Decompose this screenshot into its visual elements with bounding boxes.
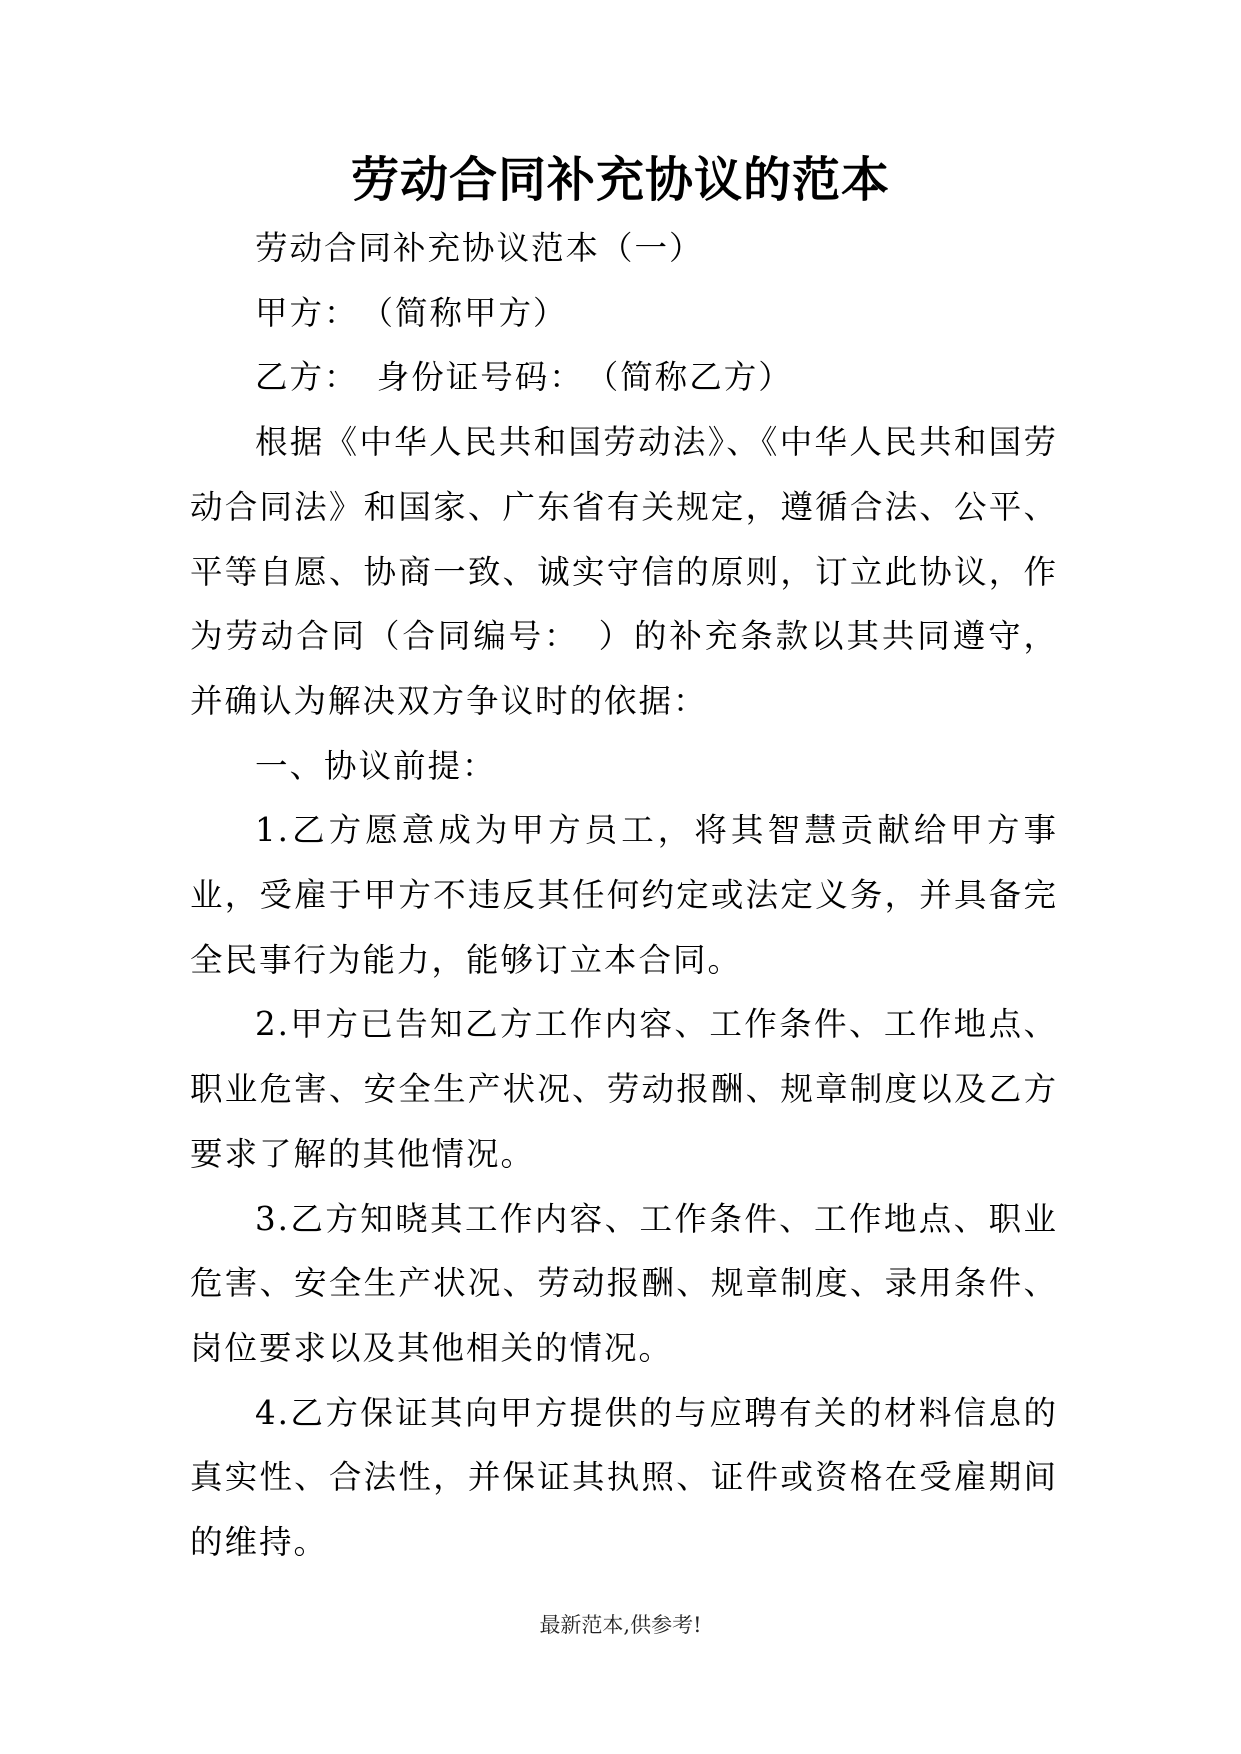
document-body [190,216,1058,1575]
preamble-paragraph: 根据《中华人民共和国劳动法》、《中华人民共和国劳动合同法》和国家、广东省有关规定，遵循合法、公平、平等自愿、协商一致、诚实守信的原则，订立此协议，作为劳动合同（合同编号： ）的补充条款以其共同遵守，并确认为解决双方争议时的依据： [190,423,1058,720]
clause-4-paragraph: 4.乙方保证其向甲方提供的与应聘有关的材料信息的真实性、合法性，并保证其执照、证件或资格在受雇期间的维持。 [190,1393,1058,1562]
party-b-line: 乙方： 身份证号码： （简称乙方） [255,358,793,397]
clause-3-paragraph: 3.乙方知晓其工作内容、工作条件、工作地点、职业危害、安全生产状况、劳动报酬、规章制度、录用条件、岗位要求以及其他相关的情况。 [190,1199,1058,1367]
document-title: 劳动合同补充协议的范本 [350,152,890,208]
page-footer: 最新范本,供参考! [539,1613,702,1637]
subtitle-paragraph: 劳动合同补充协议范本（一） [255,229,704,267]
section-heading: 一、协议前提： [255,746,497,785]
party-a-line: 甲方： （简称甲方） [255,293,568,332]
clause-2-paragraph: 2.甲方已告知乙方工作内容、工作条件、工作地点、职业危害、安全生产状况、劳动报酬、规章制度以及乙方要求了解的其他情况。 [190,1005,1058,1173]
clause-1-paragraph: 1.乙方愿意成为甲方员工，将其智慧贡献给甲方事业，受雇于甲方不违反其任何约定或法定义务，并具备完全民事行为能力，能够订立本合同。 [190,811,1058,979]
